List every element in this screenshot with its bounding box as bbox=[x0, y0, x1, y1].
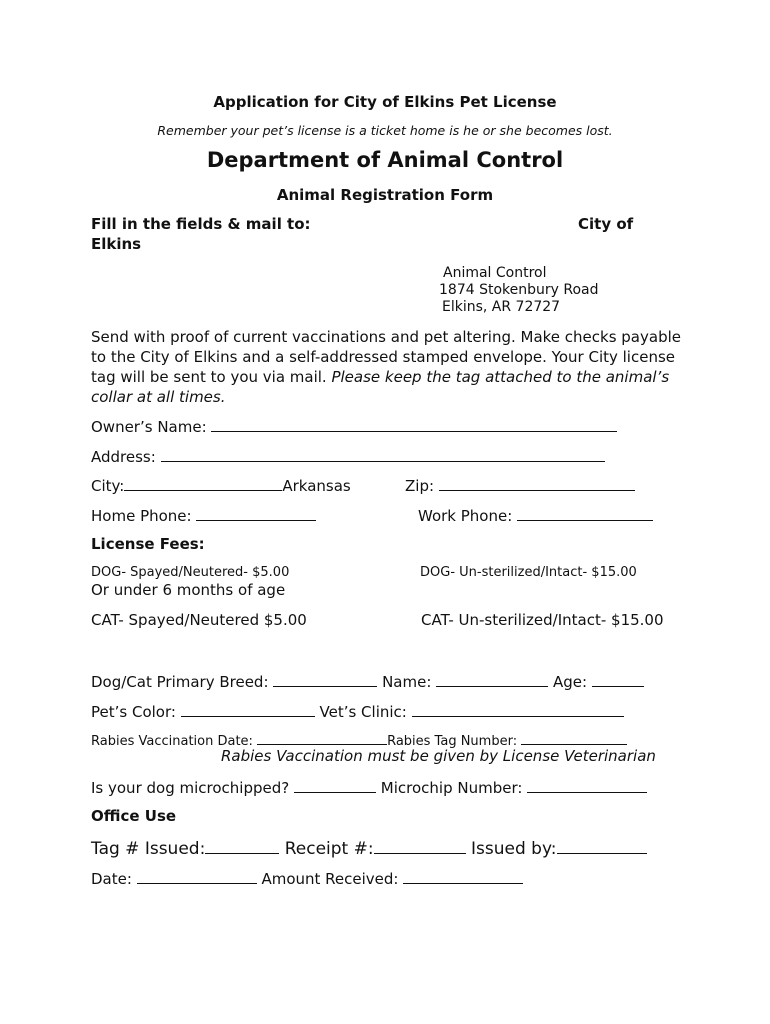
clinic-label: Vet’s Clinic: bbox=[319, 703, 407, 721]
work-phone-field[interactable] bbox=[517, 505, 653, 521]
home-phone-field[interactable] bbox=[196, 505, 316, 521]
age-label: Age: bbox=[552, 673, 588, 691]
work-phone-label: Work Phone: bbox=[418, 507, 513, 525]
form-name: Animal Registration Form bbox=[276, 186, 494, 204]
fee-dog-spayed: DOG- Spayed/Neutered- $5.00 bbox=[91, 565, 290, 580]
city-field[interactable] bbox=[124, 475, 282, 491]
elkins-label: Elkins bbox=[91, 235, 142, 253]
address-field[interactable] bbox=[161, 446, 605, 462]
amount-field[interactable] bbox=[403, 868, 523, 884]
pet-name-label: Name: bbox=[382, 673, 432, 691]
rabies-tag-field[interactable] bbox=[521, 731, 627, 745]
clinic-field[interactable] bbox=[412, 701, 624, 717]
home-phone-label: Home Phone: bbox=[91, 507, 192, 525]
instructions-italic: Please keep the tag attached to the animal’s collar at all times. bbox=[91, 368, 670, 406]
fee-cat-spayed: CAT- Spayed/Neutered $5.00 bbox=[91, 611, 307, 629]
office-use-heading: Office Use bbox=[91, 807, 177, 825]
rabies-tag-label: Rabies Tag Number: bbox=[387, 734, 518, 749]
microchip-number-label: Microchip Number: bbox=[380, 779, 523, 797]
license-fees-heading: License Fees: bbox=[91, 535, 205, 553]
instructions-paragraph bbox=[91, 327, 681, 407]
owner-name-row bbox=[91, 416, 617, 436]
tag-issued-label: Tag # Issued: bbox=[91, 839, 206, 859]
issued-by-label: Issued by: bbox=[471, 839, 557, 859]
breed-field[interactable] bbox=[273, 671, 377, 687]
owner-name-label: Owner’s Name: bbox=[91, 418, 207, 436]
amount-label: Amount Received: bbox=[261, 870, 399, 888]
microchip-question: Is your dog microchipped? bbox=[91, 779, 290, 797]
fill-in-label: Fill in the fields & mail to: bbox=[91, 215, 311, 233]
work-phone-row bbox=[418, 505, 653, 525]
city-of-label: City of bbox=[578, 215, 634, 233]
zip-label: Zip: bbox=[405, 477, 435, 495]
department-title: Department of Animal Control bbox=[206, 148, 564, 172]
state-text: Arkansas bbox=[282, 477, 351, 495]
color-field[interactable] bbox=[181, 701, 315, 717]
receipt-field[interactable] bbox=[374, 836, 466, 854]
issued-by-field[interactable] bbox=[557, 836, 647, 854]
office-date-row bbox=[91, 868, 523, 888]
fee-dog-intact: DOG- Un-sterilized/Intact- $15.00 bbox=[420, 565, 637, 580]
fee-cat-intact: CAT- Un-sterilized/Intact- $15.00 bbox=[421, 611, 664, 629]
age-field[interactable] bbox=[592, 671, 644, 687]
mail-address-line1: Animal Control bbox=[443, 265, 547, 281]
rabies-date-field[interactable] bbox=[257, 731, 387, 745]
date-label: Date: bbox=[91, 870, 132, 888]
form-title: Application for City of Elkins Pet License bbox=[213, 93, 557, 111]
fee-dog-spayed-note: Or under 6 months of age bbox=[91, 581, 286, 599]
address-label: Address: bbox=[91, 448, 156, 466]
instructions-text: Send with proof of current vaccinations and pet altering. Make checks payable to the City of Elkins and a self-addressed stamped envelope. Your City license tag will be sent to you via mail. bbox=[91, 328, 681, 386]
mail-address-line2: 1874 Stokenbury Road bbox=[439, 282, 599, 298]
breed-label: Dog/Cat Primary Breed: bbox=[91, 673, 269, 691]
receipt-label: Receipt #: bbox=[284, 839, 374, 859]
address-row bbox=[91, 446, 605, 466]
tag-issued-field[interactable] bbox=[205, 836, 279, 854]
zip-row bbox=[405, 475, 635, 495]
pet-name-field[interactable] bbox=[436, 671, 548, 687]
date-field[interactable] bbox=[137, 868, 257, 884]
pet-breed-row bbox=[91, 671, 644, 691]
microchip-answer-field[interactable] bbox=[294, 777, 376, 793]
microchip-row bbox=[91, 777, 647, 797]
pet-color-row bbox=[91, 701, 624, 721]
reminder-text: Remember your pet’s license is a ticket home is he or she becomes lost. bbox=[157, 123, 613, 138]
zip-field[interactable] bbox=[439, 475, 635, 491]
mail-address-line3: Elkins, AR 72727 bbox=[442, 299, 561, 315]
rabies-date-label: Rabies Vaccination Date: bbox=[91, 734, 253, 749]
city-label: City: bbox=[91, 477, 125, 495]
owner-name-field[interactable] bbox=[211, 416, 617, 432]
color-label: Pet’s Color: bbox=[91, 703, 176, 721]
home-phone-row bbox=[91, 505, 316, 525]
microchip-number-field[interactable] bbox=[527, 777, 647, 793]
rabies-note: Rabies Vaccination must be given by License Veterinarian bbox=[221, 747, 656, 765]
office-tag-row bbox=[91, 836, 647, 859]
city-row bbox=[91, 475, 351, 495]
